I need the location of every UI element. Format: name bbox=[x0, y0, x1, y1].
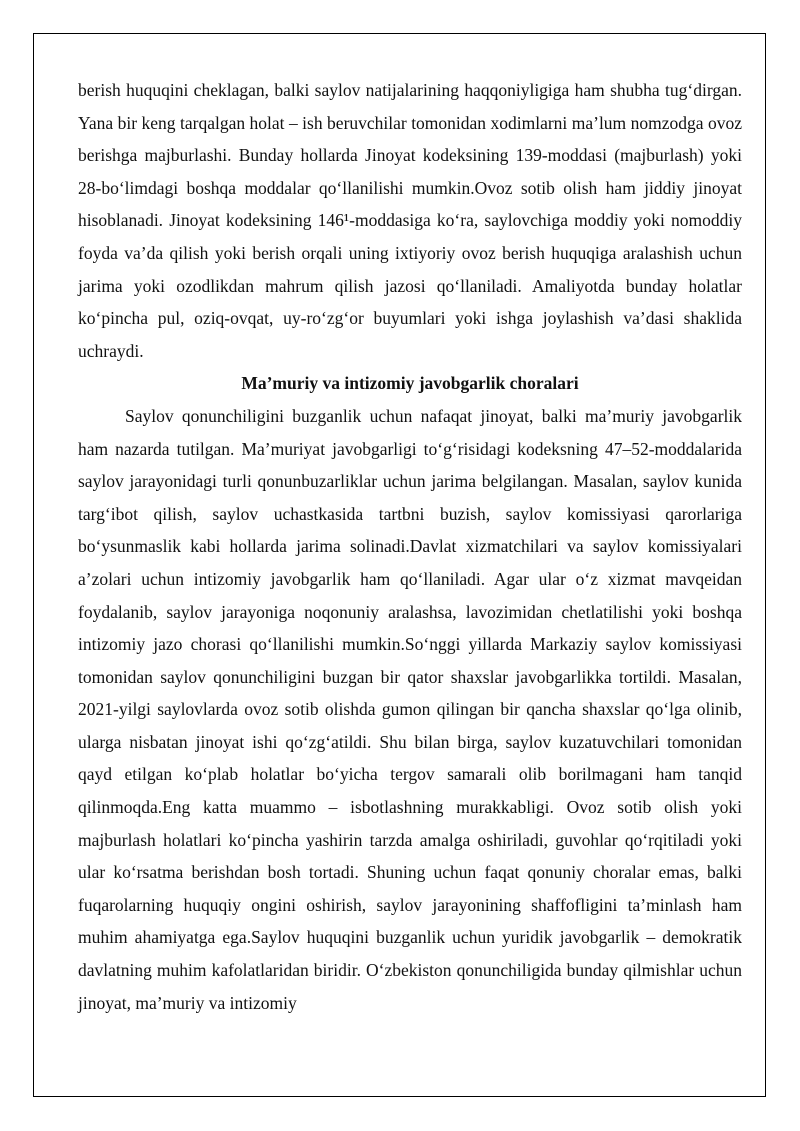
paragraph-continued: berish huquqini cheklagan, balki saylov natijalarining haqqoniyligiga ham shubha tug‘dirgan. Yana bir keng tarqalgan holat – ish beruvchilar tomonidan xodimlarni ma’lum nomzodga ovoz berishga majburlashi. Bunday hollarda Jinoyat kodeksining 139-moddasi (majburlash) yoki 28-bo‘limdagi boshqa moddalar qo‘llanilishi mumkin.Ovoz sotib olish ham jiddiy jinoyat hisoblanadi. Jinoyat kodeksining 146¹-moddasiga ko‘ra, saylovchiga moddiy yoki nomoddiy foyda va’da qilish yoki berish orqali uning ixtiyoriy ovoz berish huquqiga aralashish uchun jarima yoki ozodlikdan mahrum qilish jazosi qo‘llaniladi. Amaliyotda bunday holatlar ko‘pincha pul, oziq-ovqat, uy-ro‘zg‘or buyumlari yoki ishga joylashish va’dasi shaklida uchraydi. bbox=[78, 80, 742, 361]
section-heading: Ma’muriy va intizomiy javobgarlik choralari bbox=[241, 373, 579, 394]
paragraph-section-body: Saylov qonunchiligini buzganlik uchun nafaqat jinoyat, balki ma’muriy javobgarlik ham nazarda tutilgan. Ma’muriyat javobgarligi to‘g‘risidagi kodeksning 47–52-moddalarida saylov jarayonidagi turli qonunbuzarliklar uchun jarima belgilangan. Masalan, saylov kunida targ‘ibot qilish, saylov uchastkasida tartbni buzish, saylov komissiyasi qarorlariga bo‘ysunmaslik kabi hollarda jarima solinadi.Davlat xizmatchilari va saylov komissiyalari a’zolari uchun intizomiy javobgarlik ham qo‘llaniladi. Agar ular o‘z xizmat mavqeidan foydalanib, saylov jarayoniga noqonuniy aralashsa, lavozimidan chetlatilishi yoki boshqa intizomiy jazo chorasi qo‘llanilishi mumkin.So‘nggi yillarda Markaziy saylov komissiyasi tomonidan saylov qonunchiligini buzgan bir qator shaxslar javobgarlikka tortildi. Masalan, 2021-yilgi saylovlarda ovoz sotib olishda gumon qilingan bir qancha shaxslar qo‘lga olinib, ularga nisbatan jinoyat ishi qo‘zg‘atildi. Shu bilan birga, saylov kuzatuvchilari tomonidan qayd etilgan ko‘plab holatlar bo‘yicha tergov samarali olib borilmagani ham tanqid qilinmoqda.Eng katta muammo – isbotlashning murakkabligi. Ovoz sotib olish yoki majburlash holatlari ko‘pincha yashirin tarzda amalga oshiriladi, guvohlar qo‘rqitiladi yoki ular ko‘rsatma berishdan bosh tortadi. Shuning uchun faqat qonuniy choralar emas, balki fuqarolarning huquqiy ongini oshirish, saylov jarayonining shaffofligini ta’minlash ham muhim ahamiyatga ega.Saylov huquqini buzganlik uchun yuridik javobgarlik – demokratik davlatning muhim kafolatlaridan biridir. O‘zbekiston qonunchiligida bunday qilmishlar uchun jinoyat, ma’muriy va intizomiy bbox=[78, 405, 742, 1013]
document-body bbox=[78, 74, 742, 1019]
